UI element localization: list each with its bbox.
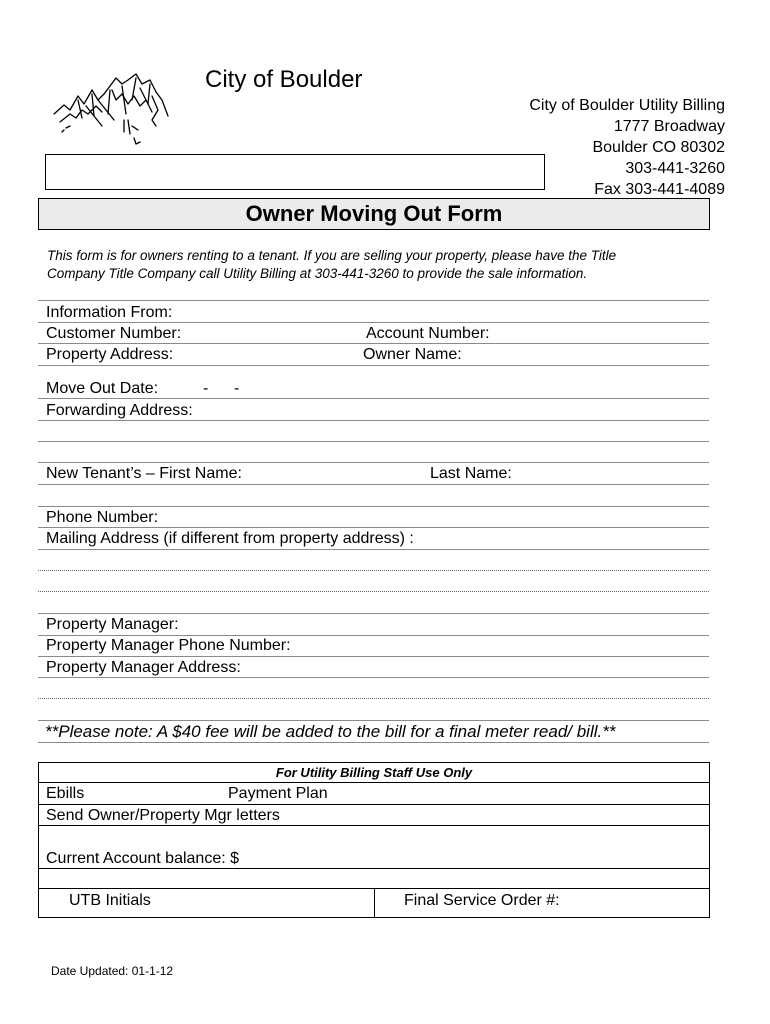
- send-letters-label: Send Owner/Property Mgr letters: [46, 807, 280, 824]
- owner-name-label: Owner Name:: [363, 346, 462, 363]
- divider: [38, 570, 709, 571]
- property-address-label: Property Address:: [46, 346, 174, 363]
- divider: [38, 398, 709, 399]
- title-bar: [38, 198, 710, 230]
- divider: [38, 635, 709, 636]
- divider: [38, 720, 709, 721]
- move-out-date-label: Move Out Date:: [46, 380, 159, 397]
- divider: [38, 343, 709, 344]
- divider: [38, 462, 709, 463]
- divider: [38, 591, 709, 592]
- account-number-label: Account Number:: [366, 325, 490, 342]
- staff-use-box: [38, 762, 710, 918]
- header-input-box[interactable]: [45, 154, 545, 190]
- divider: [38, 484, 709, 485]
- divider: [38, 527, 709, 528]
- staff-column-divider: [374, 888, 375, 917]
- divider: [38, 420, 709, 421]
- staff-divider: [39, 804, 709, 805]
- divider: [38, 742, 709, 743]
- information-from-label: Information From:: [46, 304, 173, 321]
- address-line: 303-441-3260: [625, 160, 725, 177]
- phone-number-label: Phone Number:: [46, 509, 159, 526]
- city-logo: [52, 70, 170, 152]
- divider: [38, 506, 709, 507]
- fee-note: **Please note: A $40 fee will be added to the bill for a final meter read/ bill.**: [45, 722, 616, 741]
- staff-divider: [39, 782, 709, 783]
- address-line: City of Boulder Utility Billing: [529, 97, 725, 114]
- divider: [38, 441, 709, 442]
- divider: [38, 677, 709, 678]
- staff-use-heading: For Utility Billing Staff Use Only: [275, 765, 473, 780]
- divider: [38, 322, 709, 323]
- divider: [38, 365, 709, 366]
- address-block: [529, 95, 725, 200]
- mailing-address-label: Mailing Address (if different from property address) :: [46, 530, 414, 547]
- property-manager-label: Property Manager:: [46, 616, 179, 633]
- customer-number-label: Customer Number:: [46, 325, 182, 342]
- divider: [38, 613, 709, 614]
- intro-line: This form is for owners renting to a tenant. If you are selling your property, please have the Title: [47, 248, 617, 263]
- address-line: Boulder CO 80302: [592, 139, 725, 156]
- date-separator: -: [234, 380, 240, 397]
- new-tenant-first-name-label: New Tenant’s – First Name:: [46, 465, 242, 482]
- final-service-order-label: Final Service Order #:: [404, 892, 560, 909]
- form-title: Owner Moving Out Form: [245, 201, 503, 226]
- date-updated: Date Updated: 01-1-12: [51, 964, 174, 978]
- staff-divider: [39, 868, 709, 869]
- payment-plan-label: Payment Plan: [228, 785, 328, 802]
- current-balance-label: Current Account balance: $: [46, 850, 240, 867]
- city-title: City of Boulder: [205, 66, 363, 93]
- divider: [38, 300, 709, 301]
- ebills-label: Ebills: [46, 785, 85, 802]
- divider: [38, 698, 709, 699]
- forwarding-address-label: Forwarding Address:: [46, 402, 193, 419]
- address-line: Fax 303-441-4089: [594, 181, 725, 198]
- intro-text: [47, 247, 712, 283]
- property-manager-phone-label: Property Manager Phone Number:: [46, 637, 291, 654]
- intro-line: Company Title Company call Utility Billing at 303-441-3260 to provide the sale information.: [47, 266, 588, 281]
- utb-initials-label: UTB Initials: [69, 892, 151, 909]
- staff-divider: [39, 825, 709, 826]
- date-separator: -: [203, 380, 209, 397]
- address-line: 1777 Broadway: [613, 118, 725, 135]
- last-name-label: Last Name:: [430, 465, 512, 482]
- divider: [38, 656, 709, 657]
- divider: [38, 549, 709, 550]
- property-manager-address-label: Property Manager Address:: [46, 659, 241, 676]
